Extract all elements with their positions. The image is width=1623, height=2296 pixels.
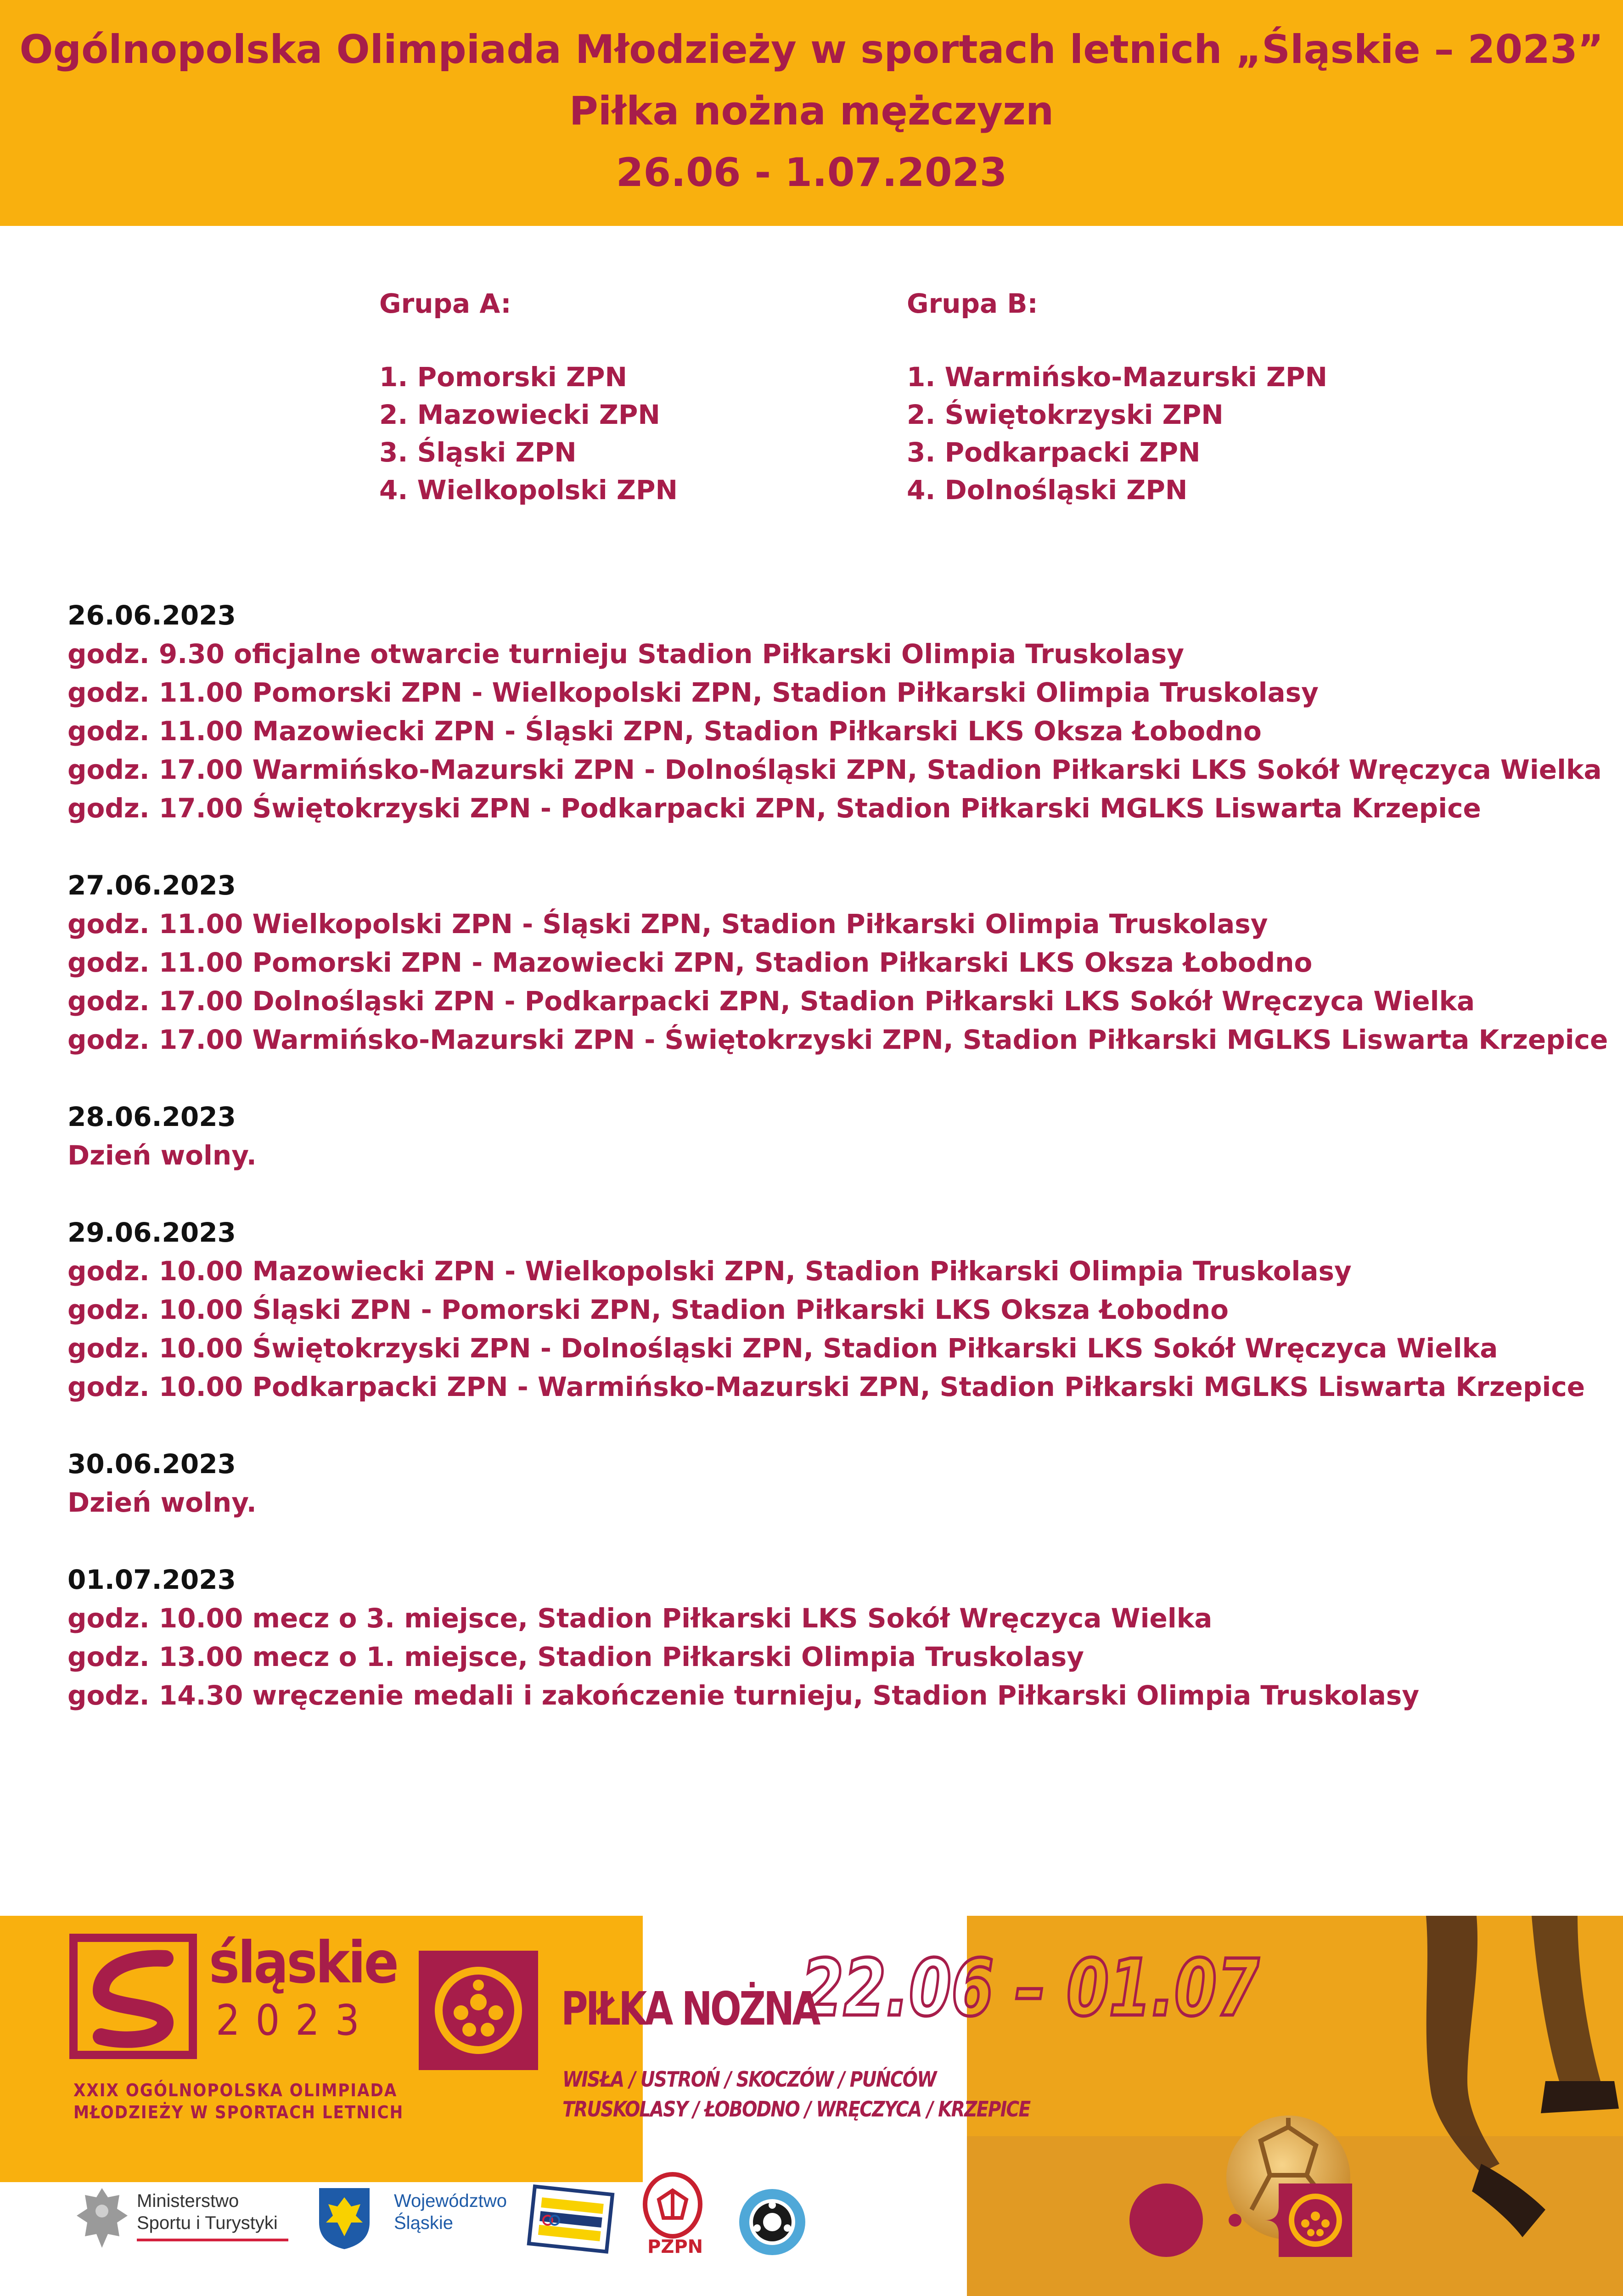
- group-b-team: 4. Dolnośląski ZPN: [907, 474, 1188, 506]
- header-banner: [0, 0, 1623, 226]
- group-a-team: 2. Mazowiecki ZPN: [379, 399, 660, 430]
- schedule-event: godz. 9.30 oficjalne otwarcie turnieju Stadion Piłkarski Olimpia Truskolasy: [67, 638, 1185, 670]
- schedule-event: godz. 10.00 Mazowiecki ZPN - Wielkopolski ZPN, Stadion Piłkarski Olimpia Truskolasy: [67, 1255, 1352, 1287]
- tournament-dates: 26.06 - 1.07.2023: [616, 150, 1007, 196]
- decorative-circles-icon: [1127, 2181, 1357, 2259]
- football-discipline-icon: [419, 1951, 538, 2070]
- region-name-line-1: Województwo: [394, 2191, 507, 2211]
- schedule-event: godz. 13.00 mecz o 1. miejsce, Stadion Piłkarski Olimpia Truskolasy: [67, 1641, 1084, 1672]
- schedule-event: godz. 10.00 mecz o 3. miejsce, Stadion Piłkarski LKS Sokół Wręczyca Wielka: [67, 1603, 1213, 1634]
- schedule-event: godz. 17.00 Dolnośląski ZPN - Podkarpacki ZPN, Stadion Piłkarski LKS Sokół Wręczyca Wielka: [67, 985, 1475, 1017]
- schedule-event: Dzień wolny.: [67, 1487, 257, 1518]
- schedule-event: godz. 10.00 Podkarpacki ZPN - Warmińsko-Mazurski ZPN, Stadion Piłkarski MGLKS Liswarta Krzepice: [67, 1371, 1585, 1402]
- schedule-event: godz. 17.00 Świętokrzyski ZPN - Podkarpacki ZPN, Stadion Piłkarski MGLKS Liswarta Krzepice: [67, 793, 1481, 824]
- day-date: 29.06.2023: [67, 1217, 236, 1248]
- match-schedule: [67, 596, 1608, 1753]
- day-date: 30.06.2023: [67, 1448, 236, 1480]
- page-title: Ogólnopolska Olimpiada Młodzieży w sportach letnich „Śląskie – 2023”: [19, 27, 1604, 73]
- event-dates-text: 22.06 – 01.07: [801, 1942, 1259, 2034]
- event-dates-graphic: [801, 1941, 1259, 2034]
- day-date: 27.06.2023: [67, 870, 236, 901]
- venues-line-1: WISŁA / USTROŃ / SKOCZÓW / PUŃCÓW: [562, 2067, 936, 2092]
- schedule-day: [67, 1560, 1608, 1715]
- pzpn-label: PZPN: [647, 2236, 703, 2257]
- schedule-event: godz. 10.00 Śląski ZPN - Pomorski ZPN, Stadion Piłkarski LKS Oksza Łobodno: [67, 1294, 1229, 1325]
- region-name-line-2: Śląskie: [394, 2213, 453, 2233]
- schedule-event: godz. 17.00 Warmińsko-Mazurski ZPN - Dolnośląski ZPN, Stadion Piłkarski LKS Sokół Wręczyca Wielka: [67, 754, 1602, 785]
- discipline-label: PIŁKA NOŻNA: [561, 1982, 819, 2036]
- slaskie-caption-line-1: XXIX OGÓLNOPOLSKA OLIMPIADA: [73, 2080, 398, 2100]
- slaskie-wordmark: śląskie: [209, 1930, 397, 1996]
- venues-line-2: TRUSKOLASY / ŁOBODNO / WRĘCZYCA / KRZEPICE: [562, 2097, 1030, 2122]
- group-b-title: Grupa B:: [907, 288, 1038, 319]
- group-a-team: 4. Wielkopolski ZPN: [379, 474, 678, 506]
- silesian-sport-federation-logo-icon: [527, 2186, 614, 2255]
- schedule-event: godz. 17.00 Warmińsko-Mazurski ZPN - Świętokrzyski ZPN, Stadion Piłkarski MGLKS Liswarta Krzepice: [67, 1024, 1608, 1055]
- group-a-title: Grupa A:: [379, 288, 511, 319]
- slaskie-year: 2023: [216, 1996, 375, 2045]
- schedule-day: [67, 1097, 1608, 1175]
- slaskie-s-emblem-icon: [73, 1938, 193, 2055]
- day-date: 26.06.2023: [67, 600, 236, 631]
- schedule-event: Dzień wolny.: [67, 1140, 257, 1171]
- group-b-team: 3. Podkarpacki ZPN: [907, 437, 1201, 468]
- group-a-team: 1. Pomorski ZPN: [379, 361, 628, 393]
- ministry-name-line-2: Sportu i Turystyki: [137, 2213, 278, 2233]
- silesia-coat-of-arms-icon: [317, 2186, 372, 2250]
- slaskie-caption-line-2: MŁODZIEŻY W SPORTACH LETNICH: [73, 2102, 404, 2122]
- schedule-day: [67, 1213, 1608, 1406]
- page-subtitle: Piłka nożna mężczyzn: [569, 88, 1054, 134]
- ministry-underline: [137, 2239, 288, 2241]
- schedule-event: godz. 11.00 Pomorski ZPN - Wielkopolski ZPN, Stadion Piłkarski Olimpia Truskolasy: [67, 677, 1319, 708]
- group-b-team: 1. Warmińsko-Mazurski ZPN: [907, 361, 1328, 393]
- group-a-team: 3. Śląski ZPN: [379, 437, 577, 468]
- schedule-event: godz. 11.00 Pomorski ZPN - Mazowiecki ZPN, Stadion Piłkarski LKS Oksza Łobodno: [67, 947, 1313, 978]
- schedule-event: godz. 11.00 Wielkopolski ZPN - Śląski ZPN, Stadion Piłkarski Olimpia Truskolasy: [67, 908, 1268, 940]
- schedule-event: godz. 14.30 wręczenie medali i zakończenie turnieju, Stadion Piłkarski Olimpia Truskolasy: [67, 1680, 1420, 1711]
- group-b: [907, 285, 1327, 509]
- ministry-name-line-1: Ministerstwo: [137, 2191, 239, 2211]
- schedule-event: godz. 10.00 Świętokrzyski ZPN - Dolnośląski ZPN, Stadion Piłkarski LKS Sokół Wręczyca Wielka: [67, 1333, 1498, 1364]
- group-b-team: 2. Świętokrzyski ZPN: [907, 399, 1224, 430]
- schedule-day: [67, 1445, 1608, 1522]
- group-a: [379, 285, 678, 509]
- schedule-day: [67, 866, 1608, 1059]
- regional-football-association-logo-icon: [737, 2187, 808, 2258]
- day-date: 01.07.2023: [67, 1564, 236, 1595]
- day-date: 28.06.2023: [67, 1101, 236, 1132]
- schedule-day: [67, 596, 1608, 827]
- polish-eagle-emblem-icon: [73, 2183, 131, 2252]
- schedule-event: godz. 11.00 Mazowiecki ZPN - Śląski ZPN, Stadion Piłkarski LKS Oksza Łobodno: [67, 715, 1262, 747]
